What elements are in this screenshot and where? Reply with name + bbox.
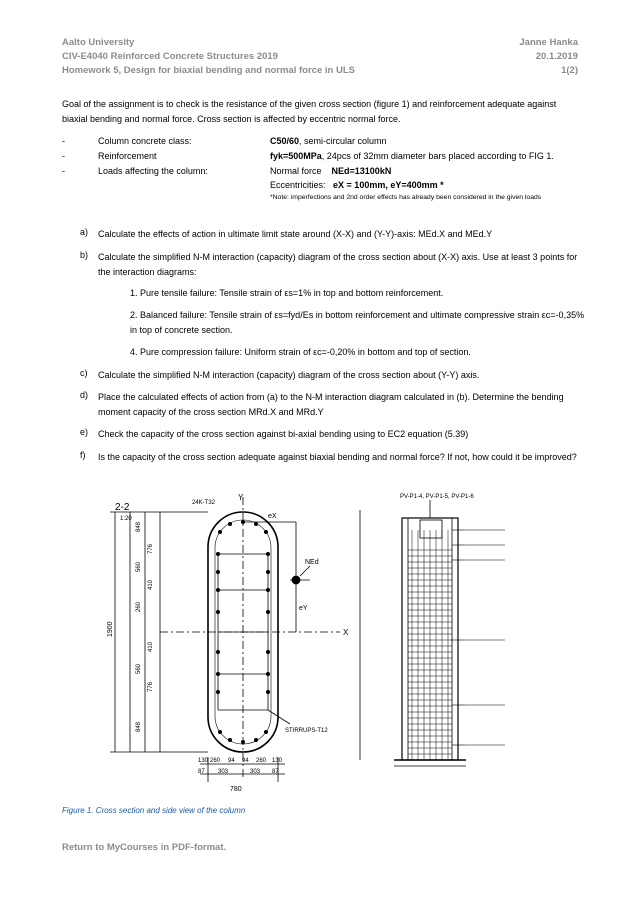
axis-y-label: Y	[238, 493, 244, 502]
dimension-label: 87	[272, 769, 279, 775]
load-label: NEd	[305, 559, 319, 566]
task-letter: b)	[80, 250, 89, 260]
side-view-drawing	[340, 490, 585, 795]
param-label: Reinforcement	[98, 151, 157, 161]
param-label: Column concrete class:	[98, 136, 192, 146]
task-letter: f)	[80, 450, 86, 460]
dimension-label: 303	[250, 769, 261, 775]
point-tensile: 1. Pure tensile failure: Tensile strain of εs=1% in top and bottom reinforcement.	[130, 288, 444, 298]
point-balanced: 2. Balanced failure: Tensile strain of εs=fyd/Es in bottom reinforcement and ultimate compressive strain εc=-0,35% in top of concrete section.	[130, 310, 585, 335]
task-a: Calculate the effects of action in ultimate limit state around (X-X) and (Y-Y)-axis: MEd.X and MEd.Y	[98, 229, 493, 239]
dimension-label: 560	[136, 663, 142, 674]
header-page: 1(2)	[561, 65, 578, 76]
header-right	[519, 36, 578, 78]
task-letter: a)	[80, 227, 89, 237]
dimension-label: 303	[218, 769, 229, 775]
dimension-label: 87	[198, 769, 205, 775]
figure-caption: Figure 1. Cross section and side view of the column	[62, 806, 246, 815]
section-scale: 1:20	[120, 516, 132, 522]
header-university: Aalto University	[62, 37, 135, 48]
footer-text: Return to MyCourses in PDF-format.	[62, 842, 227, 853]
eccentricity-row: Eccentricities: eX = 100mm, eY=400mm *	[270, 180, 444, 190]
task-letter: d)	[80, 390, 89, 400]
ey-label: eY	[299, 605, 308, 612]
task-e: Check the capacity of the cross section against bi-axial bending using to EC2 equation (5.39)	[98, 429, 469, 439]
dimension-label: 260	[256, 758, 267, 764]
header-assignment: Homework 5, Design for biaxial bending and normal force in ULS	[62, 65, 355, 76]
dash: -	[62, 136, 65, 146]
param-value: C50/60, semi-circular column	[270, 136, 387, 146]
dimension-label: 410	[148, 641, 154, 652]
dimension-label: 260	[136, 601, 142, 612]
dimension-label: 94	[242, 758, 249, 764]
dimension-label: 410	[148, 579, 154, 590]
total-height: 1900	[107, 621, 114, 637]
task-letter: c)	[80, 368, 88, 378]
cross-section-drawing	[100, 492, 365, 792]
stirrups-label: STIRRUPS-T12	[285, 728, 328, 734]
task-b: Calculate the simplified N-M interaction (capacity) diagram of the cross section about (X-X) axis. Use at least 3 points for the interaction diagrams:	[98, 252, 578, 277]
goal-paragraph: Goal of the assignment is to check is the resistance of the given cross section (figure 1) and reinforcement adequate against biaxial bending and normal force. Cross section is affected by eccentric normal force.	[62, 99, 557, 124]
param-value: fyk=500MPa, 24pcs of 32mm diameter bars placed according to FIG 1.	[270, 151, 554, 161]
task-c: Calculate the simplified N-M interaction (capacity) diagram of the cross section about (Y-Y) axis.	[98, 370, 480, 380]
ex-label: eX	[268, 513, 277, 520]
dimension-label: 776	[148, 681, 154, 692]
task-d: Place the calculated effects of action from (a) to the N-M interaction diagram calculated in (b). Determine the bending moment capacity of the cross section MRd.X and MRd.Y	[98, 392, 564, 417]
header-author: Janne Hanka	[519, 37, 578, 48]
total-width: 780	[230, 786, 242, 792]
dimension-label: 94	[228, 758, 235, 764]
header-course: CIV-E4040 Reinforced Concrete Structures 2019	[62, 51, 278, 62]
dash: -	[62, 151, 65, 161]
axis-x-label: X	[343, 628, 349, 637]
dimension-label: 560	[136, 561, 142, 572]
dimension-label: 130	[272, 758, 283, 764]
param-label: Loads affecting the column:	[98, 166, 208, 176]
task-f: Is the capacity of the cross section adequate against biaxial bending and normal force? If not, how could it be improved?	[98, 452, 577, 462]
note-text: *Note: imperfections and 2nd order effects has already been considered in the given loads	[270, 194, 542, 201]
header-left	[62, 36, 355, 78]
dimension-label: 848	[136, 721, 142, 732]
dash: -	[62, 166, 65, 176]
side-title: PV-P1-4, PV-P1-5, PV-P1-6	[400, 494, 474, 500]
dimension-label: 260	[210, 758, 221, 764]
dimension-label: 130	[198, 758, 209, 764]
param-value: Normal force NEd=13100kN	[270, 166, 392, 176]
point-compression: 4. Pure compression failure: Uniform strain of εc=-0,20% in bottom and top of section.	[130, 347, 471, 357]
dimension-label: 848	[136, 521, 142, 532]
header-date: 20.1.2019	[535, 51, 578, 62]
section-label: 2-2	[115, 502, 130, 513]
dimension-label: 776	[148, 543, 154, 554]
rebar-note: 24K-T32	[192, 500, 216, 506]
task-letter: e)	[80, 427, 89, 437]
